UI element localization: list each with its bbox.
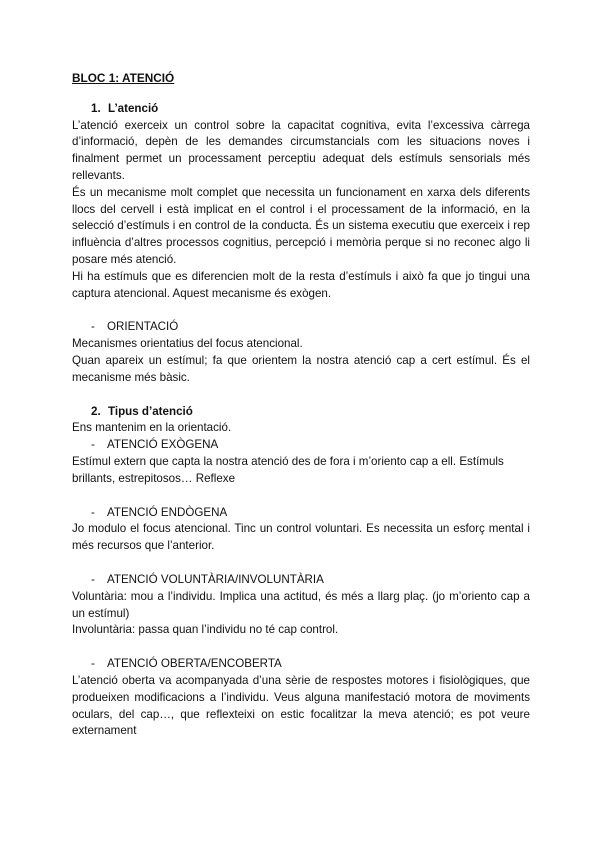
paragraph: Involuntària: passa quan l’individu no té cap control. <box>72 623 339 637</box>
dash-bullet: - <box>91 572 95 586</box>
section-heading-tipus <box>72 404 530 421</box>
dash-item-label: ATENCIÓ OBERTA/ENCOBERTA <box>107 657 282 671</box>
section-heading-text: L’atenció <box>108 101 159 115</box>
paragraph: Mecanismes orientatius del focus atencional. <box>72 337 303 351</box>
dash-item-label: ATENCIÓ ENDÒGENA <box>107 505 228 519</box>
dash-item-voluntaria <box>72 572 530 589</box>
dash-item-orientacio <box>72 319 530 336</box>
paragraph: Estímul extern que capta la nostra atenció des de fora i m’oriento cap a ell. Estímuls brillants, estrepitosos… Reflexe <box>72 454 504 485</box>
dash-bullet: - <box>91 320 95 334</box>
paragraph: Ens mantenim en la orientació. <box>72 421 232 435</box>
dash-item-label: ATENCIÓ EXÒGENA <box>107 438 219 452</box>
paragraph: Jo modulo el focus atencional. Tinc un control voluntari. Es necessita un esforç mental i més recursos que l’anterior. <box>72 522 530 553</box>
dash-item-oberta <box>72 656 530 673</box>
paragraph: L’atenció oberta va acompanyada d’una sèrie de respostes motores i fisiològiques, que produeixen modificacions a l’individu. Veus alguna manifestació motora de moviments oculars, del cap…, que reflexteixi on estic focalitzar la meva atenció; es pot veure externament <box>72 673 530 738</box>
paragraph: L’atenció exerceix un control sobre la capacitat cognitiva, evita l’excessiva càrrega d’informació, depèn de les demandes circumstancials com les situacions noves i finalment permet un processament perceptiu adequat dels estímuls sensorials més rellevants. <box>72 118 530 182</box>
paragraph: Quan apareix un estímul; fa que orientem la nostra atenció cap a cert estímul. És el mecanisme més bàsic. <box>72 353 530 384</box>
dash-bullet: - <box>91 657 95 671</box>
dash-bullet: - <box>91 505 95 519</box>
dash-bullet: - <box>91 438 95 452</box>
dash-item-label: ATENCIÓ VOLUNTÀRIA/INVOLUNTÀRIA <box>107 572 324 586</box>
paragraph: Hi ha estímuls que es diferencien molt de la resta d’estímuls i això fa que jo tingui una captura atencional. Aquest mecanisme és exògen. <box>72 269 530 300</box>
paragraph: És un mecanisme molt complet que necessita un funcionament en xarxa dels diferents llocs del cervell i està implicat en el control i el processament de la informació, en la selecció d’estímuls i en control de la conducta. És un sistema executiu que exerceix i rep influència d’altres processos cognitius, percepció i memòria perque si no reconec algo li posare més atenció. <box>72 185 530 266</box>
dash-item-endogena <box>72 505 530 522</box>
section-number: 2. <box>91 404 101 418</box>
paragraph: Voluntària: mou a l’individu. Implica una actitud, és més a llarg plaç. (jo m’oriento cap a un estímul) <box>72 589 530 620</box>
section-heading-text: Tipus d’atenció <box>108 404 193 418</box>
section-number: 1. <box>91 101 101 115</box>
dash-item-exogena <box>72 437 530 454</box>
dash-item-label: ORIENTACIÓ <box>107 320 179 334</box>
document-title: BLOC 1: ATENCIÓ <box>72 71 175 85</box>
section-heading-atencio <box>72 101 530 118</box>
document-page <box>72 70 530 740</box>
